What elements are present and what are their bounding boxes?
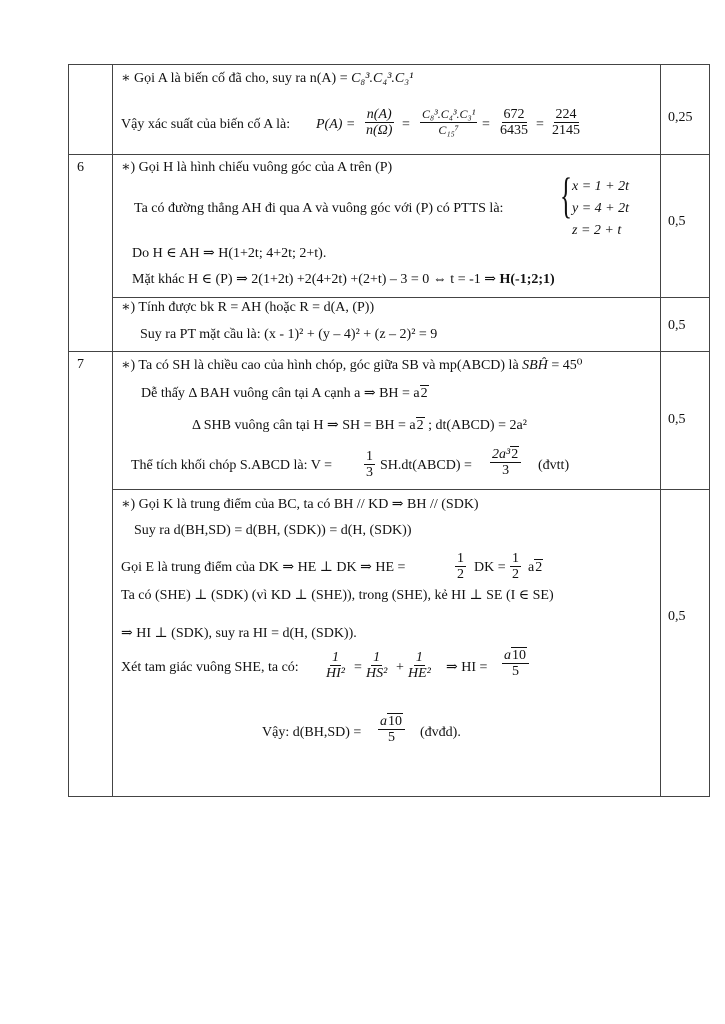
- system-equation: x = 1 + 2t: [572, 179, 629, 194]
- system-equation: y = 4 + 2t: [572, 201, 629, 216]
- step-text: ∗) Gọi H là hình chiếu vuông góc của A trên (P): [121, 160, 393, 175]
- denominator: 6435: [500, 123, 528, 138]
- table-border-top: [68, 64, 710, 65]
- unit: (đvđd).: [420, 725, 461, 740]
- numerator: 672: [503, 107, 525, 122]
- radical: 2: [416, 418, 424, 433]
- fraction: [510, 551, 521, 582]
- step-text-main: Δ SHB vuông cân tại H ⇒ SH = BH = a: [192, 418, 416, 433]
- fraction: [364, 107, 394, 138]
- step-text: Do H ∈ AH ⇒ H(1+2t; 4+2t; 2+t).: [132, 246, 327, 261]
- numerator-term: a: [380, 714, 387, 729]
- fraction: [378, 714, 405, 745]
- numerator: [378, 714, 405, 730]
- numerator: 224: [555, 107, 577, 122]
- row-divider: [112, 489, 710, 490]
- denominator: n(Ω): [366, 123, 393, 138]
- denominator: 2145: [552, 123, 580, 138]
- variable: a: [528, 560, 535, 575]
- step-text: [528, 560, 543, 576]
- numerator: [502, 648, 529, 664]
- numerator: [490, 447, 521, 463]
- fraction: [502, 648, 529, 679]
- numerator-term: a: [504, 648, 511, 663]
- result-point: H(-1;2;1): [499, 272, 555, 287]
- denominator: 2: [457, 567, 464, 582]
- numerator: 1: [512, 551, 519, 566]
- equals: =: [402, 117, 410, 132]
- denominator: HI²: [326, 666, 345, 681]
- fraction: [455, 551, 466, 582]
- equals: =: [482, 117, 490, 132]
- fraction: [550, 107, 582, 138]
- fraction: [364, 449, 375, 480]
- event-text: ∗ Gọi A là biến cố đã cho, suy ra n(A) =: [121, 71, 352, 86]
- step-text: ∗) Tính được bk R = AH (hoặc R = d(A, (P)): [121, 300, 375, 315]
- numerator: n(A): [366, 107, 392, 122]
- table-border-right: [709, 64, 710, 797]
- numerator: 1: [415, 650, 423, 665]
- step-text: ⇒ HI ⊥ (SDK), suy ra HI = d(H, (SDK)).: [121, 626, 357, 641]
- step-text: ⇒ HI =: [446, 660, 488, 675]
- column-divider: [112, 64, 113, 797]
- equals: =: [536, 117, 544, 132]
- fraction: [324, 650, 347, 681]
- fraction: [406, 650, 433, 681]
- score: 0,25: [668, 110, 693, 125]
- score: 0,5: [668, 214, 686, 229]
- question-number: 7: [77, 357, 84, 372]
- step-text-main: ∗) Ta có SH là chiều cao của hình chóp, góc giữa SB và mp(ABCD) là: [121, 358, 523, 373]
- volume-label: Thể tích khối chóp S.ABCD là: V =: [131, 458, 333, 473]
- step-text: Ta có đường thẳng AH đi qua A và vuông góc với (P) có PTTS là:: [134, 201, 504, 216]
- denominator: HE²: [408, 666, 431, 681]
- score: 0,5: [668, 412, 686, 427]
- table-border-bottom: [68, 796, 710, 797]
- equals: =: [354, 660, 362, 675]
- unit: (đvtt): [538, 458, 570, 473]
- radical: 2: [420, 386, 428, 401]
- denominator: HS²: [366, 666, 388, 681]
- step-text: [192, 418, 527, 434]
- probability-symbol: P(A) =: [316, 117, 356, 132]
- step-text: [121, 358, 582, 374]
- question-number: 6: [77, 160, 84, 175]
- numerator: 1: [457, 551, 464, 566]
- angle-value: = 45⁰: [551, 358, 583, 373]
- step-text: Ta có (SHE) ⊥ (SDK) (vì KD ⊥ (SHE)), trong (SHE), kẻ HI ⊥ SE (I ∈ SE): [121, 588, 554, 603]
- denominator: C₁₅⁷: [438, 123, 459, 137]
- conclusion-label: Vậy: d(BH,SD) =: [262, 725, 362, 740]
- step-text: DK =: [474, 560, 506, 575]
- result-line: [132, 272, 555, 288]
- denominator: 2: [512, 567, 519, 582]
- numerator: 1: [366, 449, 373, 464]
- denominator: 3: [366, 465, 373, 480]
- fraction: [490, 447, 521, 478]
- fraction: [364, 650, 389, 681]
- score: 0,5: [668, 609, 686, 624]
- combination: C₈³.C₄³.C₃¹: [351, 71, 414, 86]
- system-brace: {: [560, 167, 572, 223]
- area-text: ; dt(ABCD) = 2a²: [428, 418, 527, 433]
- angle-symbol: SBĤ: [522, 358, 548, 373]
- step-text-main: Dễ thấy Δ BAH vuông cân tại A cạnh a ⇒ BH = a: [141, 386, 420, 401]
- column-divider: [660, 64, 661, 797]
- numerator-term: 2a³: [492, 447, 511, 462]
- row-divider: [68, 154, 710, 155]
- sphere-equation: Suy ra PT mặt cầu là: (x - 1)² + (y – 4)² + (z – 2)² = 9: [140, 327, 438, 342]
- system-equation: z = 2 + t: [572, 223, 622, 238]
- table-border-left: [68, 64, 69, 797]
- step-text: Gọi E là trung điểm của DK ⇒ HE ⊥ DK ⇒ HE =: [121, 560, 406, 575]
- score: 0,5: [668, 318, 686, 333]
- radical: 10: [512, 648, 526, 663]
- numerator: 1: [373, 650, 381, 665]
- fraction: [498, 107, 530, 138]
- numerator: 1: [331, 650, 339, 665]
- radical: 10: [388, 714, 402, 729]
- plus: +: [396, 660, 404, 675]
- row-divider: [112, 297, 710, 298]
- step-text: Suy ra d(BH,SD) = d(BH, (SDK)) = d(H, (SDK)): [134, 523, 412, 538]
- volume-expr: SH.dt(ABCD) =: [380, 458, 472, 473]
- radical: 2: [535, 560, 543, 575]
- denominator: 3: [502, 463, 510, 478]
- row-divider: [68, 351, 710, 352]
- step-text: Xét tam giác vuông SHE, ta có:: [121, 660, 299, 675]
- denominator: 5: [388, 730, 395, 745]
- step-text: ∗) Gọi K là trung điểm của BC, ta có BH // KD ⇒ BH // (SDK): [121, 497, 479, 512]
- fraction: [420, 107, 477, 138]
- probability-label: Vậy xác suất của biến cố A là:: [121, 117, 291, 132]
- denominator: 5: [512, 664, 519, 679]
- step-text: [141, 386, 429, 402]
- event-line: [121, 71, 413, 87]
- numerator: C₈³.C₄³.C₃¹: [422, 107, 476, 121]
- radical: 2: [511, 447, 519, 462]
- step-text: Mặt khác H ∈ (P) ⇒ 2(1+2t) +2(4+2t) +(2+t) – 3 = 0 ⇔ t = -1 ⇒: [132, 272, 500, 287]
